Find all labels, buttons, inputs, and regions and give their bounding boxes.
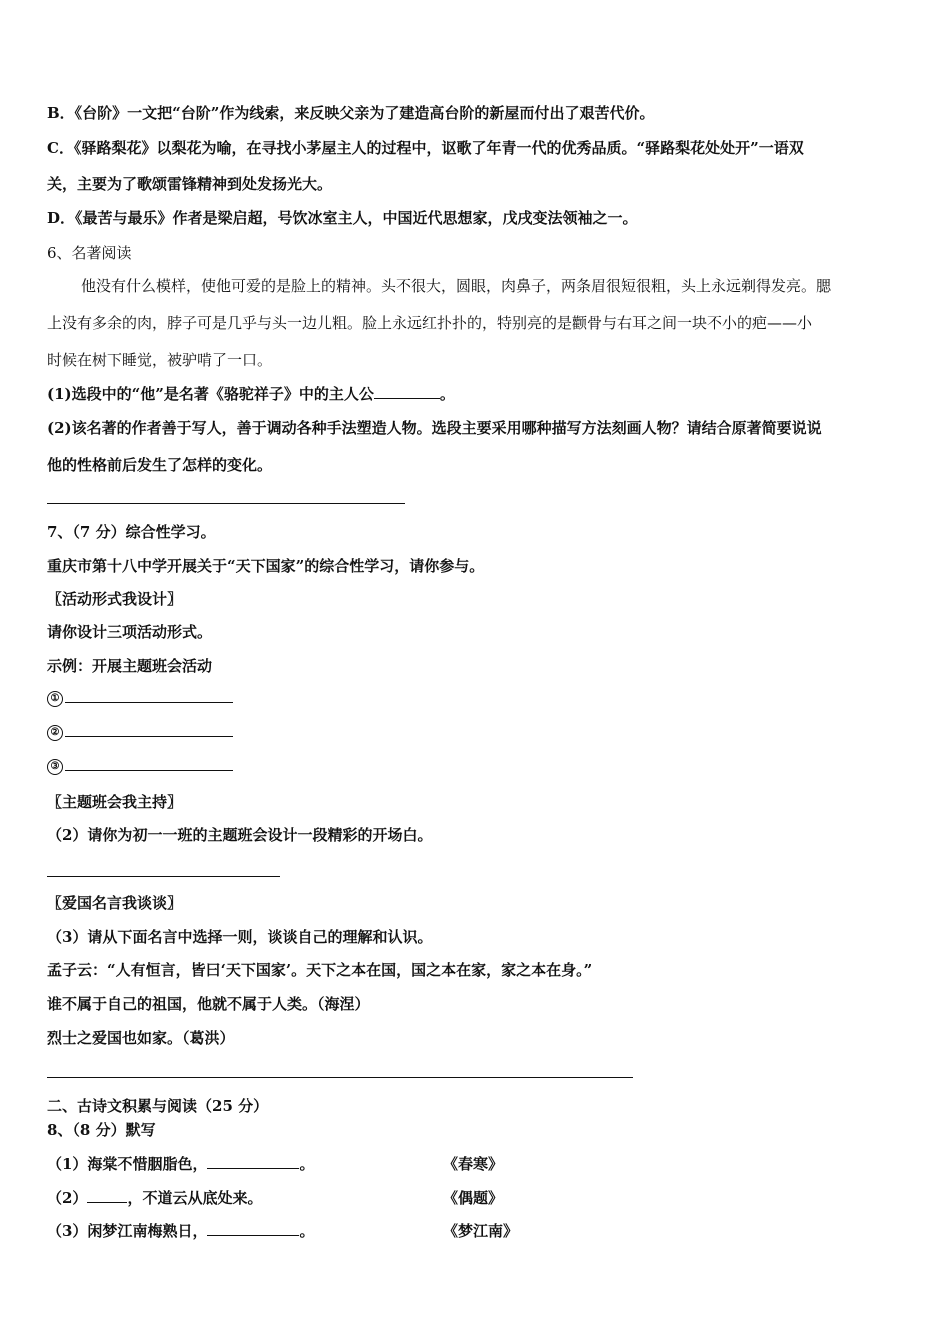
- q8-item-3-source: 《梦江南》: [443, 1222, 519, 1240]
- q6-subquestion-2-line1: (2)该名著的作者善于写人，善于调动各种手法塑造人物。选段主要采用哪种描写方法刻画人物？请结合原著简要说说: [47, 419, 822, 437]
- answer-blank[interactable]: [374, 384, 440, 399]
- q5-option-d: D．《最苦与最乐》作者是梁启超，号饮冰室主人，中国近代思想家，戊戌变法领袖之一。: [47, 209, 638, 227]
- q7-activity-2: [47, 722, 233, 742]
- q5-option-c-line1: C．《驿路梨花》以梨花为喻，在寻找小茅屋主人的过程中，讴歌了年青一代的优秀品质。“驿路梨花处处开”一语双: [47, 139, 804, 157]
- q7-quote-3: 烈士之爱国也如家。（葛洪）: [47, 1029, 235, 1047]
- q6-s1-text: (1)选段中的“他”是名著《骆驼祥子》中的主人公: [47, 385, 374, 403]
- q7-quote-1: 孟子云：“人有恒言，皆曰‘天下国家’。天下之本在国，国之本在家，家之本在身。”: [47, 961, 593, 979]
- q6-passage-line3: 时候在树下睡觉，被驴啃了一口。: [47, 351, 273, 369]
- q7-heading: 7、（7 分）综合性学习。: [47, 523, 216, 541]
- q6-subquestion-2-line2: 他的性格前后发生了怎样的变化。: [47, 456, 273, 474]
- q8-item-2: [47, 1188, 262, 1208]
- q6-subquestion-1: [47, 384, 455, 404]
- q6-answer-line[interactable]: [47, 503, 405, 504]
- circled-number-1: ①: [47, 691, 63, 707]
- q7-part1-prompt: 请你设计三项活动形式。: [47, 623, 213, 641]
- q8-item-1-text: （1）海棠不惜胭脂色，: [47, 1155, 208, 1173]
- q7-part3-title: 〖爱国名言我谈谈〗: [47, 894, 183, 912]
- q7-activity-3: [47, 756, 233, 776]
- q8-item-2-end: ，不道云从底处来。: [127, 1189, 263, 1207]
- q7-part2-answer-line[interactable]: [47, 876, 280, 877]
- q7-intro: 重庆市第十八中学开展关于“天下国家”的综合性学习，请你参与。: [47, 557, 485, 575]
- q7-part2-title: 〖主题班会我主持〗: [47, 793, 183, 811]
- q7-part1-example: 示例：开展主题班会活动: [47, 657, 213, 675]
- section2-heading: 二、古诗文积累与阅读（25 分）: [47, 1097, 269, 1115]
- answer-blank[interactable]: [65, 756, 233, 771]
- answer-blank[interactable]: [87, 1188, 127, 1203]
- q7-part2-question: （2）请你为初一一班的主题班会设计一段精彩的开场白。: [47, 826, 433, 844]
- q8-item-1-end: 。: [299, 1155, 315, 1173]
- q6-s1-end: 。: [439, 385, 455, 403]
- answer-blank[interactable]: [207, 1154, 299, 1169]
- q8-item-3-text: （3）闲梦江南梅熟日，: [47, 1222, 208, 1240]
- q8-item-2-source: 《偶题》: [443, 1189, 504, 1207]
- circled-number-2: ②: [47, 725, 63, 741]
- answer-blank[interactable]: [65, 688, 233, 703]
- q8-item-3: [47, 1221, 314, 1241]
- q8-item-1: [47, 1154, 314, 1174]
- q7-part3-answer-line[interactable]: [47, 1077, 633, 1078]
- q6-heading: 6、名著阅读: [47, 244, 132, 262]
- q5-option-b: B．《台阶》一文把“台阶”作为线索，来反映父亲为了建造高台阶的新屋而付出了艰苦代价。: [47, 104, 655, 122]
- q7-part1-title: 〖活动形式我设计〗: [47, 590, 183, 608]
- q7-part3-question: （3）请从下面名言中选择一则，谈谈自己的理解和认识。: [47, 928, 433, 946]
- q8-item-2-text: （2）: [47, 1189, 88, 1207]
- q8-heading: 8、（8 分）默写: [47, 1121, 156, 1139]
- q8-item-1-source: 《春寒》: [443, 1155, 504, 1173]
- q7-quote-2: 谁不属于自己的祖国，他就不属于人类。（海涅）: [47, 995, 370, 1013]
- q6-passage-line2: 上没有多余的肉，脖子可是几乎与头一边儿粗。脸上永远红扑扑的，特别亮的是颧骨与右耳之间一块不小的疤——小: [47, 314, 813, 332]
- q7-activity-1: [47, 688, 233, 708]
- answer-blank[interactable]: [207, 1221, 299, 1236]
- q5-option-c-line2: 关，主要为了歌颂雷锋精神到处发扬光大。: [47, 175, 333, 193]
- answer-blank[interactable]: [65, 722, 233, 737]
- q8-item-3-end: 。: [299, 1222, 315, 1240]
- q6-passage-line1: 他没有什么模样，使他可爱的是脸上的精神。头不很大，圆眼，肉鼻子，两条眉很短很粗，头上永远剃得发亮。腮: [81, 277, 832, 295]
- circled-number-3: ③: [47, 759, 63, 775]
